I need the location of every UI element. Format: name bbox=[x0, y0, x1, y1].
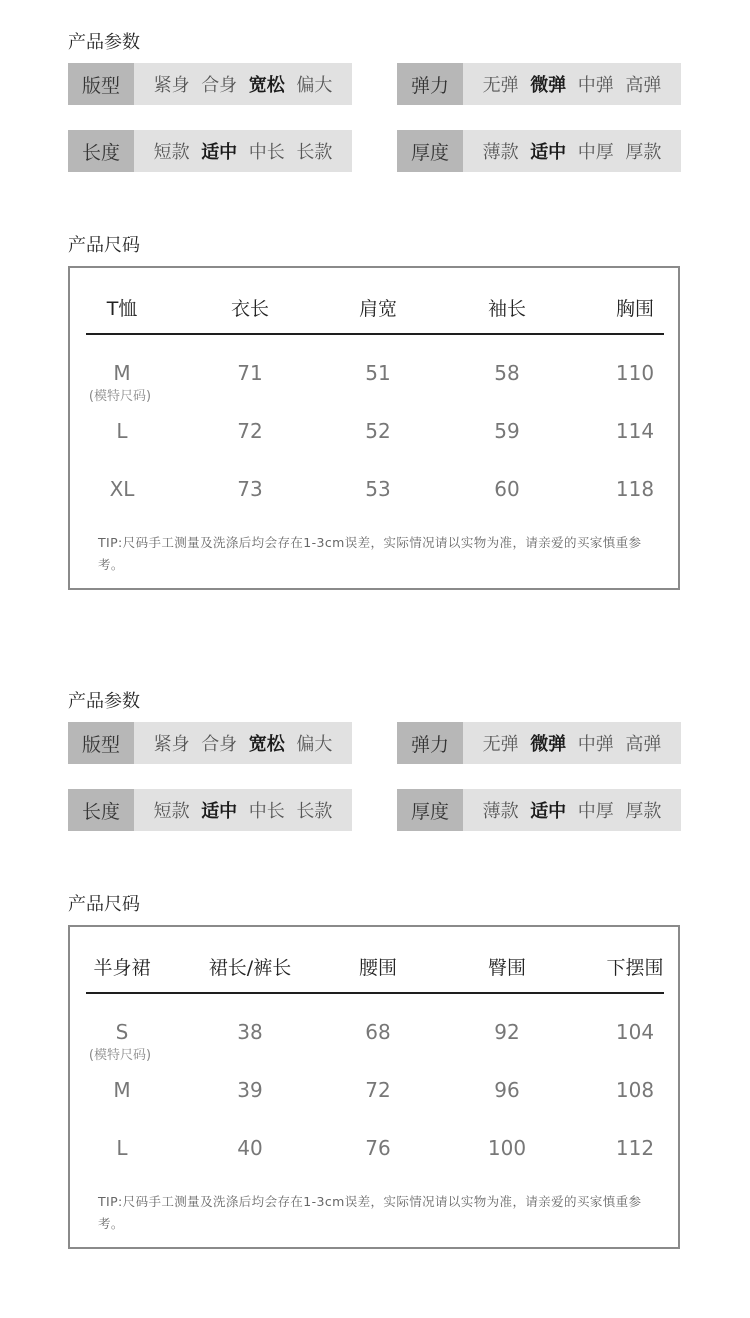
table-header-cell: 半身裙 bbox=[93, 957, 151, 979]
table-cell: 100 bbox=[487, 1136, 527, 1160]
table-header-cell: T恤 bbox=[106, 298, 138, 320]
param-option: 中弹 bbox=[577, 75, 614, 96]
table-cell: 38 bbox=[237, 1020, 263, 1044]
table-header-cell: 胸围 bbox=[615, 298, 654, 320]
table-cell: 52 bbox=[365, 419, 391, 443]
table-cell: 73 bbox=[237, 477, 263, 501]
table-cell: 96 bbox=[494, 1078, 520, 1102]
table-cell: 76 bbox=[365, 1136, 391, 1160]
size-label: L bbox=[116, 1136, 128, 1160]
param-row bbox=[68, 63, 352, 105]
param-label: 弹力 bbox=[397, 63, 463, 105]
param-options bbox=[463, 789, 681, 831]
model-size-note: (模特尺码) bbox=[88, 389, 152, 404]
param-option: 中长 bbox=[248, 801, 285, 822]
param-option: 短款 bbox=[153, 142, 190, 163]
param-option: 合身 bbox=[201, 734, 238, 755]
table-cell: 108 bbox=[615, 1078, 655, 1102]
table-header-cell: 下摆围 bbox=[606, 957, 664, 979]
tip-text: TIP:尺码手工测量及洗涤后均会存在1-3cm误差，实际情况请以实物为准，请亲爱的买家慎重参考。 bbox=[98, 1194, 642, 1231]
param-option-selected: 适中 bbox=[530, 142, 567, 163]
header-divider bbox=[86, 992, 664, 994]
param-option: 无弹 bbox=[482, 75, 519, 96]
param-options bbox=[463, 130, 681, 172]
table-cell: 60 bbox=[494, 477, 520, 501]
params-title: 产品参数 bbox=[68, 691, 140, 712]
param-options bbox=[463, 722, 681, 764]
param-options bbox=[134, 722, 352, 764]
param-options bbox=[134, 130, 352, 172]
param-label: 版型 bbox=[68, 63, 134, 105]
table-header-cell: 裙长/裤长 bbox=[208, 957, 292, 979]
param-option-selected: 宽松 bbox=[248, 75, 285, 96]
param-option: 紧身 bbox=[153, 75, 190, 96]
param-option: 薄款 bbox=[482, 801, 519, 822]
param-row bbox=[68, 789, 352, 831]
param-options bbox=[134, 63, 352, 105]
table-cell: 112 bbox=[615, 1136, 655, 1160]
param-option: 偏大 bbox=[296, 75, 333, 96]
size-label: M bbox=[113, 361, 131, 385]
param-label: 长度 bbox=[68, 130, 134, 172]
params-title: 产品参数 bbox=[68, 32, 140, 53]
table-cell: 53 bbox=[365, 477, 391, 501]
param-option: 合身 bbox=[201, 75, 238, 96]
table-header-cell: 臀围 bbox=[487, 957, 526, 979]
param-row bbox=[397, 130, 681, 172]
table-cell: 104 bbox=[615, 1020, 655, 1044]
header-divider bbox=[86, 333, 664, 335]
param-label: 版型 bbox=[68, 722, 134, 764]
table-cell: 51 bbox=[365, 361, 391, 385]
table-cell: 39 bbox=[237, 1078, 263, 1102]
param-option: 紧身 bbox=[153, 734, 190, 755]
param-label: 长度 bbox=[68, 789, 134, 831]
param-options bbox=[134, 789, 352, 831]
param-option-selected: 微弹 bbox=[530, 734, 567, 755]
param-option: 中长 bbox=[248, 142, 285, 163]
param-option: 中厚 bbox=[577, 801, 614, 822]
table-cell: 72 bbox=[237, 419, 263, 443]
table-cell: 118 bbox=[615, 477, 655, 501]
table-header-cell: 袖长 bbox=[487, 298, 526, 320]
table-cell: 58 bbox=[494, 361, 520, 385]
model-size-note: (模特尺码) bbox=[88, 1048, 152, 1063]
table-cell: 72 bbox=[365, 1078, 391, 1102]
param-label: 厚度 bbox=[397, 130, 463, 172]
size-label: XL bbox=[109, 477, 135, 501]
param-row bbox=[397, 789, 681, 831]
param-option-selected: 适中 bbox=[201, 142, 238, 163]
param-option: 厚款 bbox=[625, 801, 662, 822]
param-label: 厚度 bbox=[397, 789, 463, 831]
param-label: 弹力 bbox=[397, 722, 463, 764]
param-option: 短款 bbox=[153, 801, 190, 822]
param-option-selected: 适中 bbox=[530, 801, 567, 822]
param-option: 高弹 bbox=[625, 75, 662, 96]
param-option: 长款 bbox=[296, 801, 333, 822]
table-header-cell: 衣长 bbox=[230, 298, 269, 320]
param-row bbox=[68, 130, 352, 172]
size-title: 产品尺码 bbox=[68, 235, 140, 256]
param-row bbox=[397, 63, 681, 105]
param-option-selected: 微弹 bbox=[530, 75, 567, 96]
table-cell: 40 bbox=[237, 1136, 263, 1160]
table-cell: 59 bbox=[494, 419, 520, 443]
param-options bbox=[463, 63, 681, 105]
table-cell: 68 bbox=[365, 1020, 391, 1044]
param-option: 高弹 bbox=[625, 734, 662, 755]
table-header-cell: 肩宽 bbox=[358, 298, 397, 320]
table-cell: 92 bbox=[494, 1020, 520, 1044]
param-option: 薄款 bbox=[482, 142, 519, 163]
size-table bbox=[68, 266, 680, 590]
size-title: 产品尺码 bbox=[68, 894, 140, 915]
param-option: 长款 bbox=[296, 142, 333, 163]
param-option: 中弹 bbox=[577, 734, 614, 755]
size-label: L bbox=[116, 419, 128, 443]
tip-text: TIP:尺码手工测量及洗涤后均会存在1-3cm误差，实际情况请以实物为准，请亲爱的买家慎重参考。 bbox=[98, 535, 642, 572]
table-cell: 110 bbox=[615, 361, 655, 385]
param-row bbox=[397, 722, 681, 764]
param-option-selected: 适中 bbox=[201, 801, 238, 822]
table-cell: 71 bbox=[237, 361, 263, 385]
param-option: 厚款 bbox=[625, 142, 662, 163]
size-label: S bbox=[115, 1020, 129, 1044]
size-label: M bbox=[113, 1078, 131, 1102]
table-header-cell: 腰围 bbox=[358, 957, 397, 979]
param-option: 无弹 bbox=[482, 734, 519, 755]
size-table bbox=[68, 925, 680, 1249]
param-option-selected: 宽松 bbox=[248, 734, 285, 755]
param-option: 偏大 bbox=[296, 734, 333, 755]
param-option: 中厚 bbox=[577, 142, 614, 163]
table-cell: 114 bbox=[615, 419, 655, 443]
param-row bbox=[68, 722, 352, 764]
